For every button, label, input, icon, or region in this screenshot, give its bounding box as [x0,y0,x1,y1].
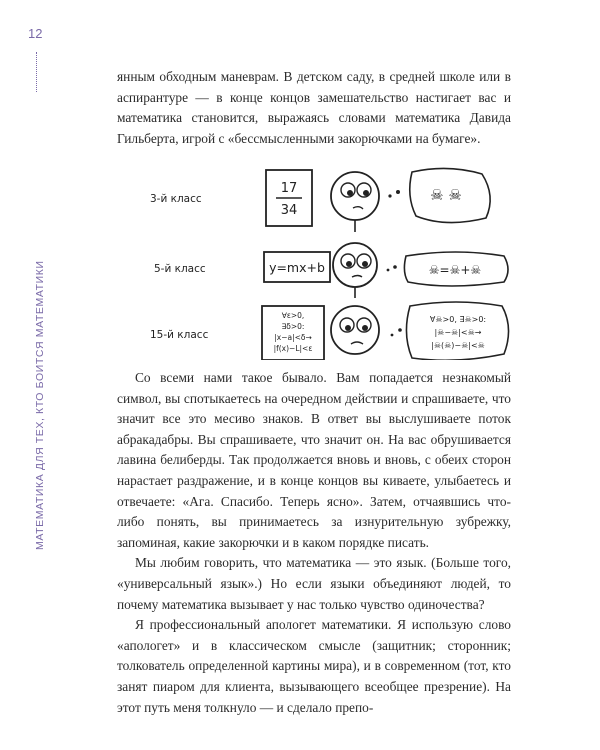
running-head-text: МАТЕМАТИКА ДЛЯ ТЕХ, КТО БОИТСЯ МАТЕМАТИКИ [34,260,46,550]
limit-line-2: ∃δ>0: [281,322,305,331]
thought-skulls-3-line-3: |☠(☠)−☠|<☠ [431,341,485,350]
stick-face-1 [331,172,379,232]
stick-face-3 [331,306,379,354]
thought-skulls-3-line-1: ∀☠>0, ∃☠>0: [429,315,487,324]
thought-dot [391,334,394,337]
running-head-divider [36,52,38,92]
stick-face-2 [333,243,377,298]
body-text [117,368,511,718]
fraction-numerator: 17 [280,181,298,196]
thought-dot [388,194,391,197]
paragraph-intro [117,67,511,149]
paragraph-intro-text: янным обходным маневрам. В детском саду, в средней школе или в аспирантуре — в конце концов замешательство настигает вас и математика становится, выражаясь словами математика Давида Гильберта, игрой с «бессмысленными закорючками на бумаге». [117,69,511,146]
limit-line-3: |x−a|<δ→ [274,333,312,342]
thought-skulls-1: ☠ ☠ [430,186,462,204]
thought-dot [393,265,397,269]
thought-dot [387,269,390,272]
thought-dot [398,328,402,332]
linear-formula: y=mx+b [269,260,325,275]
fraction-denominator: 34 [280,203,298,218]
thought-skulls-3-line-2: |☠−☠|<☠→ [434,328,482,337]
illustration-figure [150,160,530,360]
thought-skulls-2: ☠=☠+☠ [428,263,482,277]
thought-dot [396,190,400,194]
row-label-5: 5-й класс [154,263,206,275]
paragraph: Со всеми нами такое бывало. Вам попадается незнакомый символ, вы спотыкаетесь на очередном действии и спрашиваете, что значит все это месиво знаков. В ответ вы выслушиваете поток абракадабры. Вы спрашиваете, что значит он. На вас обрушивается лавина белиберды. Так продолжается вновь и вновь, с обеих сторон нарастает раздражение, и в конце концов вы киваете, улыбаетесь и отвечаете: «Ага. Спасибо. Теперь ясно». Затем, отчаявшись что-либо понять, вы принимаетесь за изнурительную зубрежку, запоминая, какие закорючки и в каком порядке писать. [117,370,511,550]
illustration-svg [150,160,530,360]
limit-line-1: ∀ε>0, [281,311,305,320]
limit-line-4: |f(x)−L|<ε [273,344,313,353]
paragraph: Мы любим говорить, что математика — это язык. (Больше того, «универсальный язык».) Но если языки объединяют людей, то почему математика вызывает у нас только чувство одиночества? [117,555,511,612]
paragraph: Я профессиональный апологет математики. Я использую слово «апологет» и в классическом смысле (защитник; сторонник; толкователь определенной картины мира), и в современном (тот, кто занят пиаром для клиента, вызывающего всеобщее презрение). На этот путь меня толкнуло — и сделало препо- [117,617,511,715]
row-label-15: 15-й класс [150,329,209,341]
row-label-3: 3-й класс [150,193,202,205]
page-number: 12 [28,26,43,41]
